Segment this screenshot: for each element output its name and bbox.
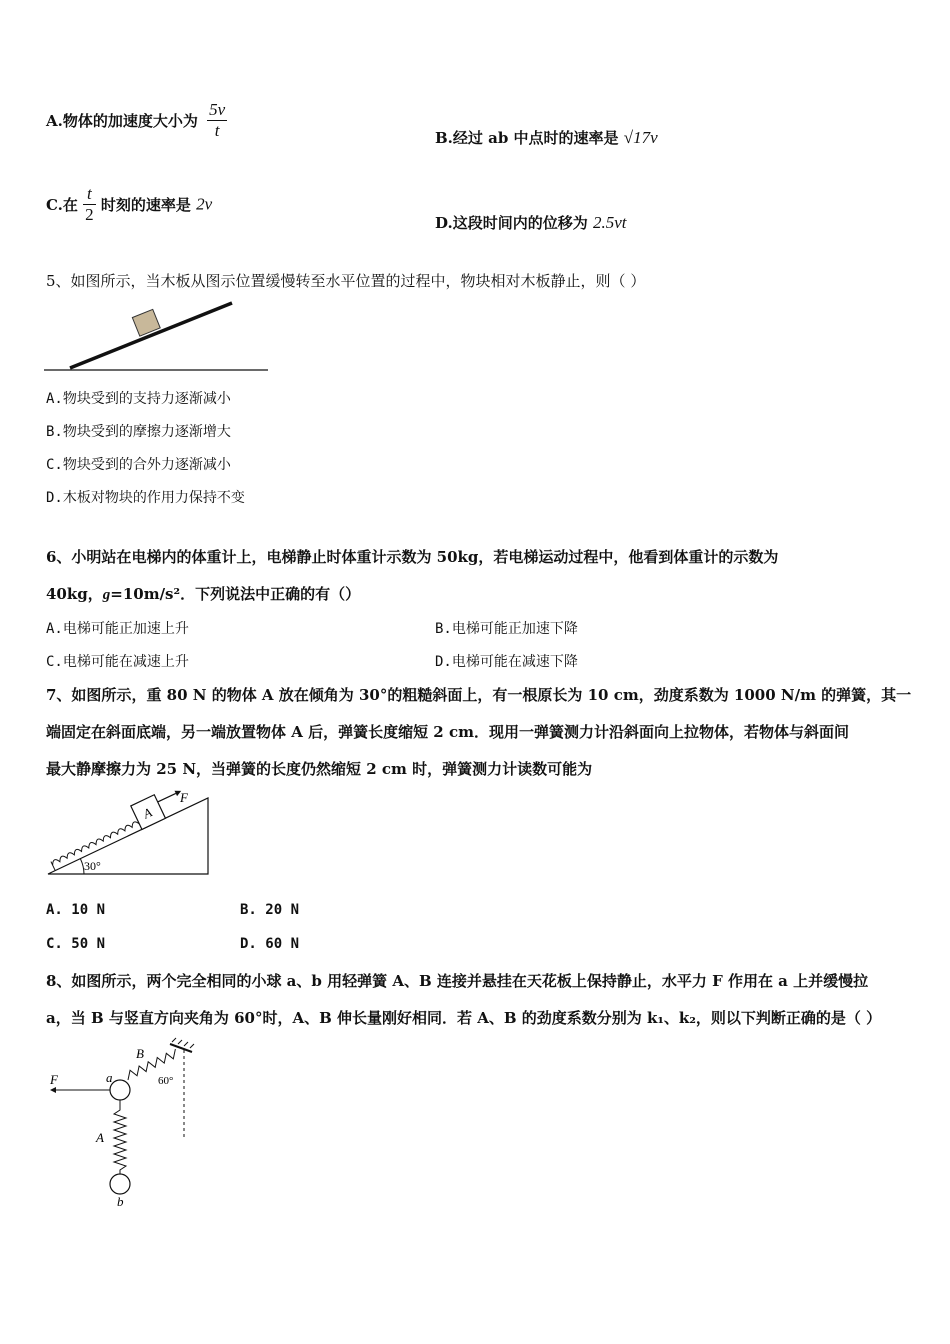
q7-force-label: F xyxy=(180,790,188,805)
q4-option-d-label: D.这段时间内的位移为 xyxy=(435,214,588,232)
q7-option-b[interactable]: B. 20 N xyxy=(240,902,300,918)
q6-stem-g: g xyxy=(102,587,111,603)
q4-option-c-value: 2v xyxy=(196,194,213,214)
q5-option-a[interactable]: A.物块受到的支持力逐渐减小 xyxy=(46,391,231,407)
q4-option-c-label-post: 时刻的速率是 xyxy=(100,196,191,214)
q7-figure xyxy=(44,788,214,878)
q7-incline xyxy=(48,798,208,874)
q4-option-b[interactable] xyxy=(435,127,658,148)
q4-option-d-value: 2.5vt xyxy=(592,213,627,232)
q4-option-a-label: A.物体的加速度大小为 xyxy=(46,112,198,130)
q7-stem-line3: 最大静摩擦力为 25 N，当弹簧的长度仍然缩短 2 cm 时，弹簧测力计读数可能为 xyxy=(46,760,593,778)
q4-option-a-denominator: t xyxy=(214,121,220,140)
q8-figure xyxy=(44,1038,204,1210)
q4-option-c-numerator: t xyxy=(83,184,96,205)
q8-stem-line1: 8、如图所示，两个完全相同的小球 a、b 用轻弹簧 A、B 连接并悬挂在天花板上保持静止，水平力 F 作用在 a 上并缓慢拉 xyxy=(46,972,869,990)
q4-option-c-label-pre: C.在 xyxy=(46,196,78,214)
q6-stem-line2-a: 40kg， xyxy=(46,585,103,603)
q5-stem: 5、如图所示，当木板从图示位置缓慢转至水平位置的过程中，物块相对木板静止，则（ ） xyxy=(46,272,646,290)
q4-option-c-fraction xyxy=(83,184,96,225)
q7-stem-line1: 7、如图所示，重 80 N 的物体 A 放在倾角为 30°的粗糙斜面上，有一根原长为 10 cm，劲度系数为 1000 N/m 的弹簧，其一 xyxy=(46,686,912,704)
q6-option-b[interactable]: B.电梯可能正加速下降 xyxy=(435,621,578,637)
q7-option-d[interactable]: D. 60 N xyxy=(240,936,300,952)
q8-force-label: F xyxy=(50,1072,58,1087)
q8-force-arrowhead xyxy=(50,1087,56,1093)
q6-stem-line2-b: =10m/s²．下列说法中正确的有（） xyxy=(110,585,361,603)
q7-option-a[interactable]: A. 10 N xyxy=(46,902,106,918)
q6-option-d[interactable]: D.电梯可能在减速下降 xyxy=(435,654,578,670)
q8-ceiling xyxy=(170,1044,192,1052)
q8-stem-line2: a，当 B 与竖直方向夹角为 60°时，A、B 伸长量刚好相同．若 A、B 的劲度系数分别为 k₁、k₂，则以下判断正确的是（ ） xyxy=(46,1009,882,1027)
q8-spring-a xyxy=(114,1100,126,1178)
q4-option-d[interactable] xyxy=(435,212,626,233)
q5-option-b[interactable]: B.物块受到的摩擦力逐渐增大 xyxy=(46,424,231,440)
q4-option-b-label: B.经过 ab 中点时的速率是 xyxy=(435,129,619,147)
q8-ball-a-label: a xyxy=(106,1070,113,1085)
q8-ball-b-label: b xyxy=(117,1194,124,1209)
q6-stem-line2 xyxy=(46,583,360,604)
q4-option-c[interactable] xyxy=(46,184,212,254)
q7-force-arrow xyxy=(158,793,176,802)
q8-spring-b-label: B xyxy=(136,1046,144,1061)
q7-block-label: A xyxy=(140,804,155,822)
q5-option-d[interactable]: D.木板对物块的作用力保持不变 xyxy=(46,490,245,506)
q8-spring-a-label: A xyxy=(96,1130,104,1145)
q7-angle-label: 30° xyxy=(84,859,101,873)
q4-option-a[interactable] xyxy=(46,100,227,170)
q6-option-c[interactable]: C.电梯可能在减速上升 xyxy=(46,654,189,670)
q5-option-c[interactable]: C.物块受到的合外力逐渐减小 xyxy=(46,457,231,473)
q4-option-c-denominator: 2 xyxy=(85,205,94,224)
q4-option-a-numerator: 5v xyxy=(209,100,226,119)
q8-ball-a xyxy=(110,1080,130,1100)
q8-ball-b xyxy=(110,1174,130,1194)
q6-stem-line1: 6、小明站在电梯内的体重计上，电梯静止时体重计示数为 50kg，若电梯运动过程中，他看到体重计的示数为 xyxy=(46,548,779,566)
q4-option-a-fraction xyxy=(207,100,227,141)
q4-option-b-value: √17v xyxy=(623,128,658,147)
q5-figure xyxy=(40,300,280,380)
q8-angle-label: 60° xyxy=(158,1075,174,1087)
q6-option-a[interactable]: A.电梯可能正加速上升 xyxy=(46,621,189,637)
q7-option-c[interactable]: C. 50 N xyxy=(46,936,106,952)
q7-stem-line2: 端固定在斜面底端，另一端放置物体 A 后，弹簧长度缩短 2 cm．现用一弹簧测力计沿斜面向上拉物体，若物体与斜面间 xyxy=(46,723,849,741)
